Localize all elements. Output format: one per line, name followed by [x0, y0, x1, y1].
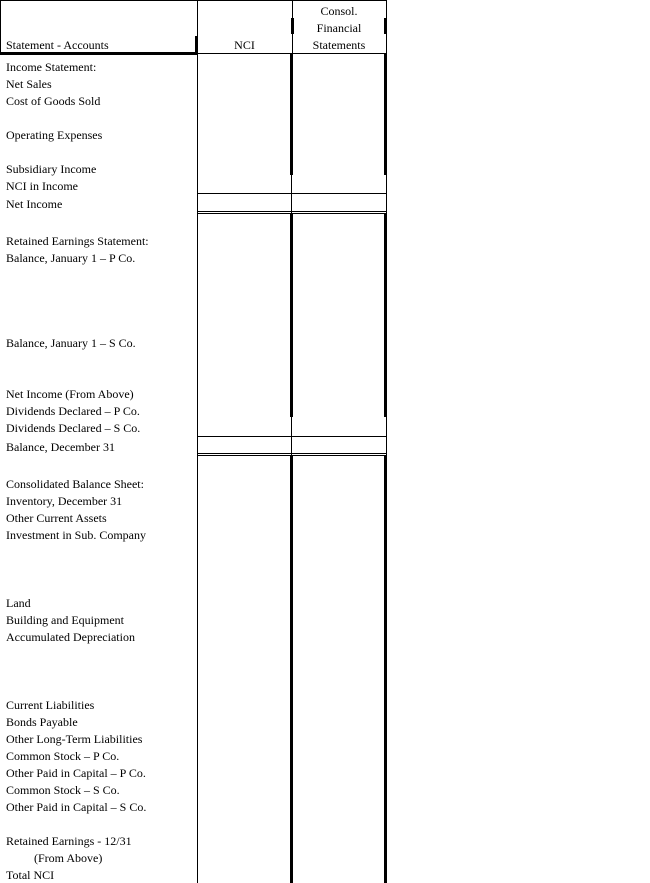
- row-common-stock-p: Common Stock – P Co.: [6, 749, 120, 763]
- row-from-above: (From Above): [34, 851, 103, 865]
- header-top-border: [0, 0, 387, 1]
- consol-left-rule-header: [292, 0, 293, 54]
- row-bonds-payable: Bonds Payable: [6, 715, 78, 729]
- consol-right-thick-is: [384, 54, 387, 175]
- consol-left-thin-is: [291, 175, 292, 213]
- row-other-paid-in-capital-p: Other Paid in Capital – P Co.: [6, 766, 146, 780]
- consol-left-thick-bs: [290, 456, 293, 883]
- row-retained-earnings-heading: Retained Earnings Statement:: [6, 234, 149, 248]
- row-other-current-assets: Other Current Assets: [6, 511, 107, 525]
- nci-left-rule: [197, 0, 198, 883]
- row-net-sales: Net Sales: [6, 77, 52, 91]
- row-inventory-dec31: Inventory, December 31: [6, 494, 123, 508]
- row-balance-jan1-s: Balance, January 1 – S Co.: [6, 336, 136, 350]
- row-other-long-term-liabilities: Other Long-Term Liabilities: [6, 732, 143, 746]
- row-total-nci: Total NCI: [6, 868, 55, 882]
- header-nci: NCI: [234, 38, 255, 52]
- row-nci-in-income: NCI in Income: [6, 179, 78, 193]
- row-net-income: Net Income: [6, 197, 63, 211]
- row-balance-dec31: Balance, December 31: [6, 440, 115, 454]
- header-consol-line2: Financial: [316, 21, 362, 35]
- row-net-income-from-above: Net Income (From Above): [6, 387, 134, 401]
- row-income-statement-heading: Income Statement:: [6, 60, 97, 74]
- row-current-liabilities: Current Liabilities: [6, 698, 95, 712]
- row-accumulated-depreciation: Accumulated Depreciation: [6, 630, 135, 644]
- header-accounts: Statement - Accounts: [6, 38, 109, 52]
- row-building-and-equipment: Building and Equipment: [6, 613, 124, 627]
- consol-left-thick-is: [290, 54, 293, 175]
- net-income-bottom-rule-1: [197, 211, 387, 212]
- consol-right-rule-header: [386, 0, 387, 54]
- consol-left-thick-re: [290, 214, 293, 417]
- row-retained-earnings-1231: Retained Earnings - 12/31: [6, 834, 132, 848]
- row-common-stock-s: Common Stock – S Co.: [6, 783, 120, 797]
- balance-dec31-bottom-rule-1: [197, 453, 387, 454]
- row-investment-in-sub: Investment in Sub. Company: [6, 528, 146, 542]
- row-dividends-p: Dividends Declared – P Co.: [6, 404, 140, 418]
- consol-right-thick-bs: [384, 456, 387, 883]
- row-subsidiary-income: Subsidiary Income: [6, 162, 97, 176]
- row-cost-of-goods-sold: Cost of Goods Sold: [6, 94, 101, 108]
- row-other-paid-in-capital-s: Other Paid in Capital – S Co.: [6, 800, 147, 814]
- header-consol-line1: Consol.: [320, 4, 358, 18]
- row-operating-expenses: Operating Expenses: [6, 128, 103, 142]
- consol-right-thick-re: [384, 214, 387, 417]
- header-left-border: [0, 0, 1, 54]
- header-consol-line3: Statements: [312, 38, 366, 52]
- net-income-top-rule: [197, 193, 387, 194]
- row-land: Land: [6, 596, 31, 610]
- balance-dec31-top-rule: [197, 436, 387, 437]
- row-balance-sheet-heading: Consolidated Balance Sheet:: [6, 477, 144, 491]
- row-dividends-s: Dividends Declared – S Co.: [6, 421, 141, 435]
- row-balance-jan1-p: Balance, January 1 – P Co.: [6, 251, 136, 265]
- consol-right-thin-is: [386, 175, 387, 213]
